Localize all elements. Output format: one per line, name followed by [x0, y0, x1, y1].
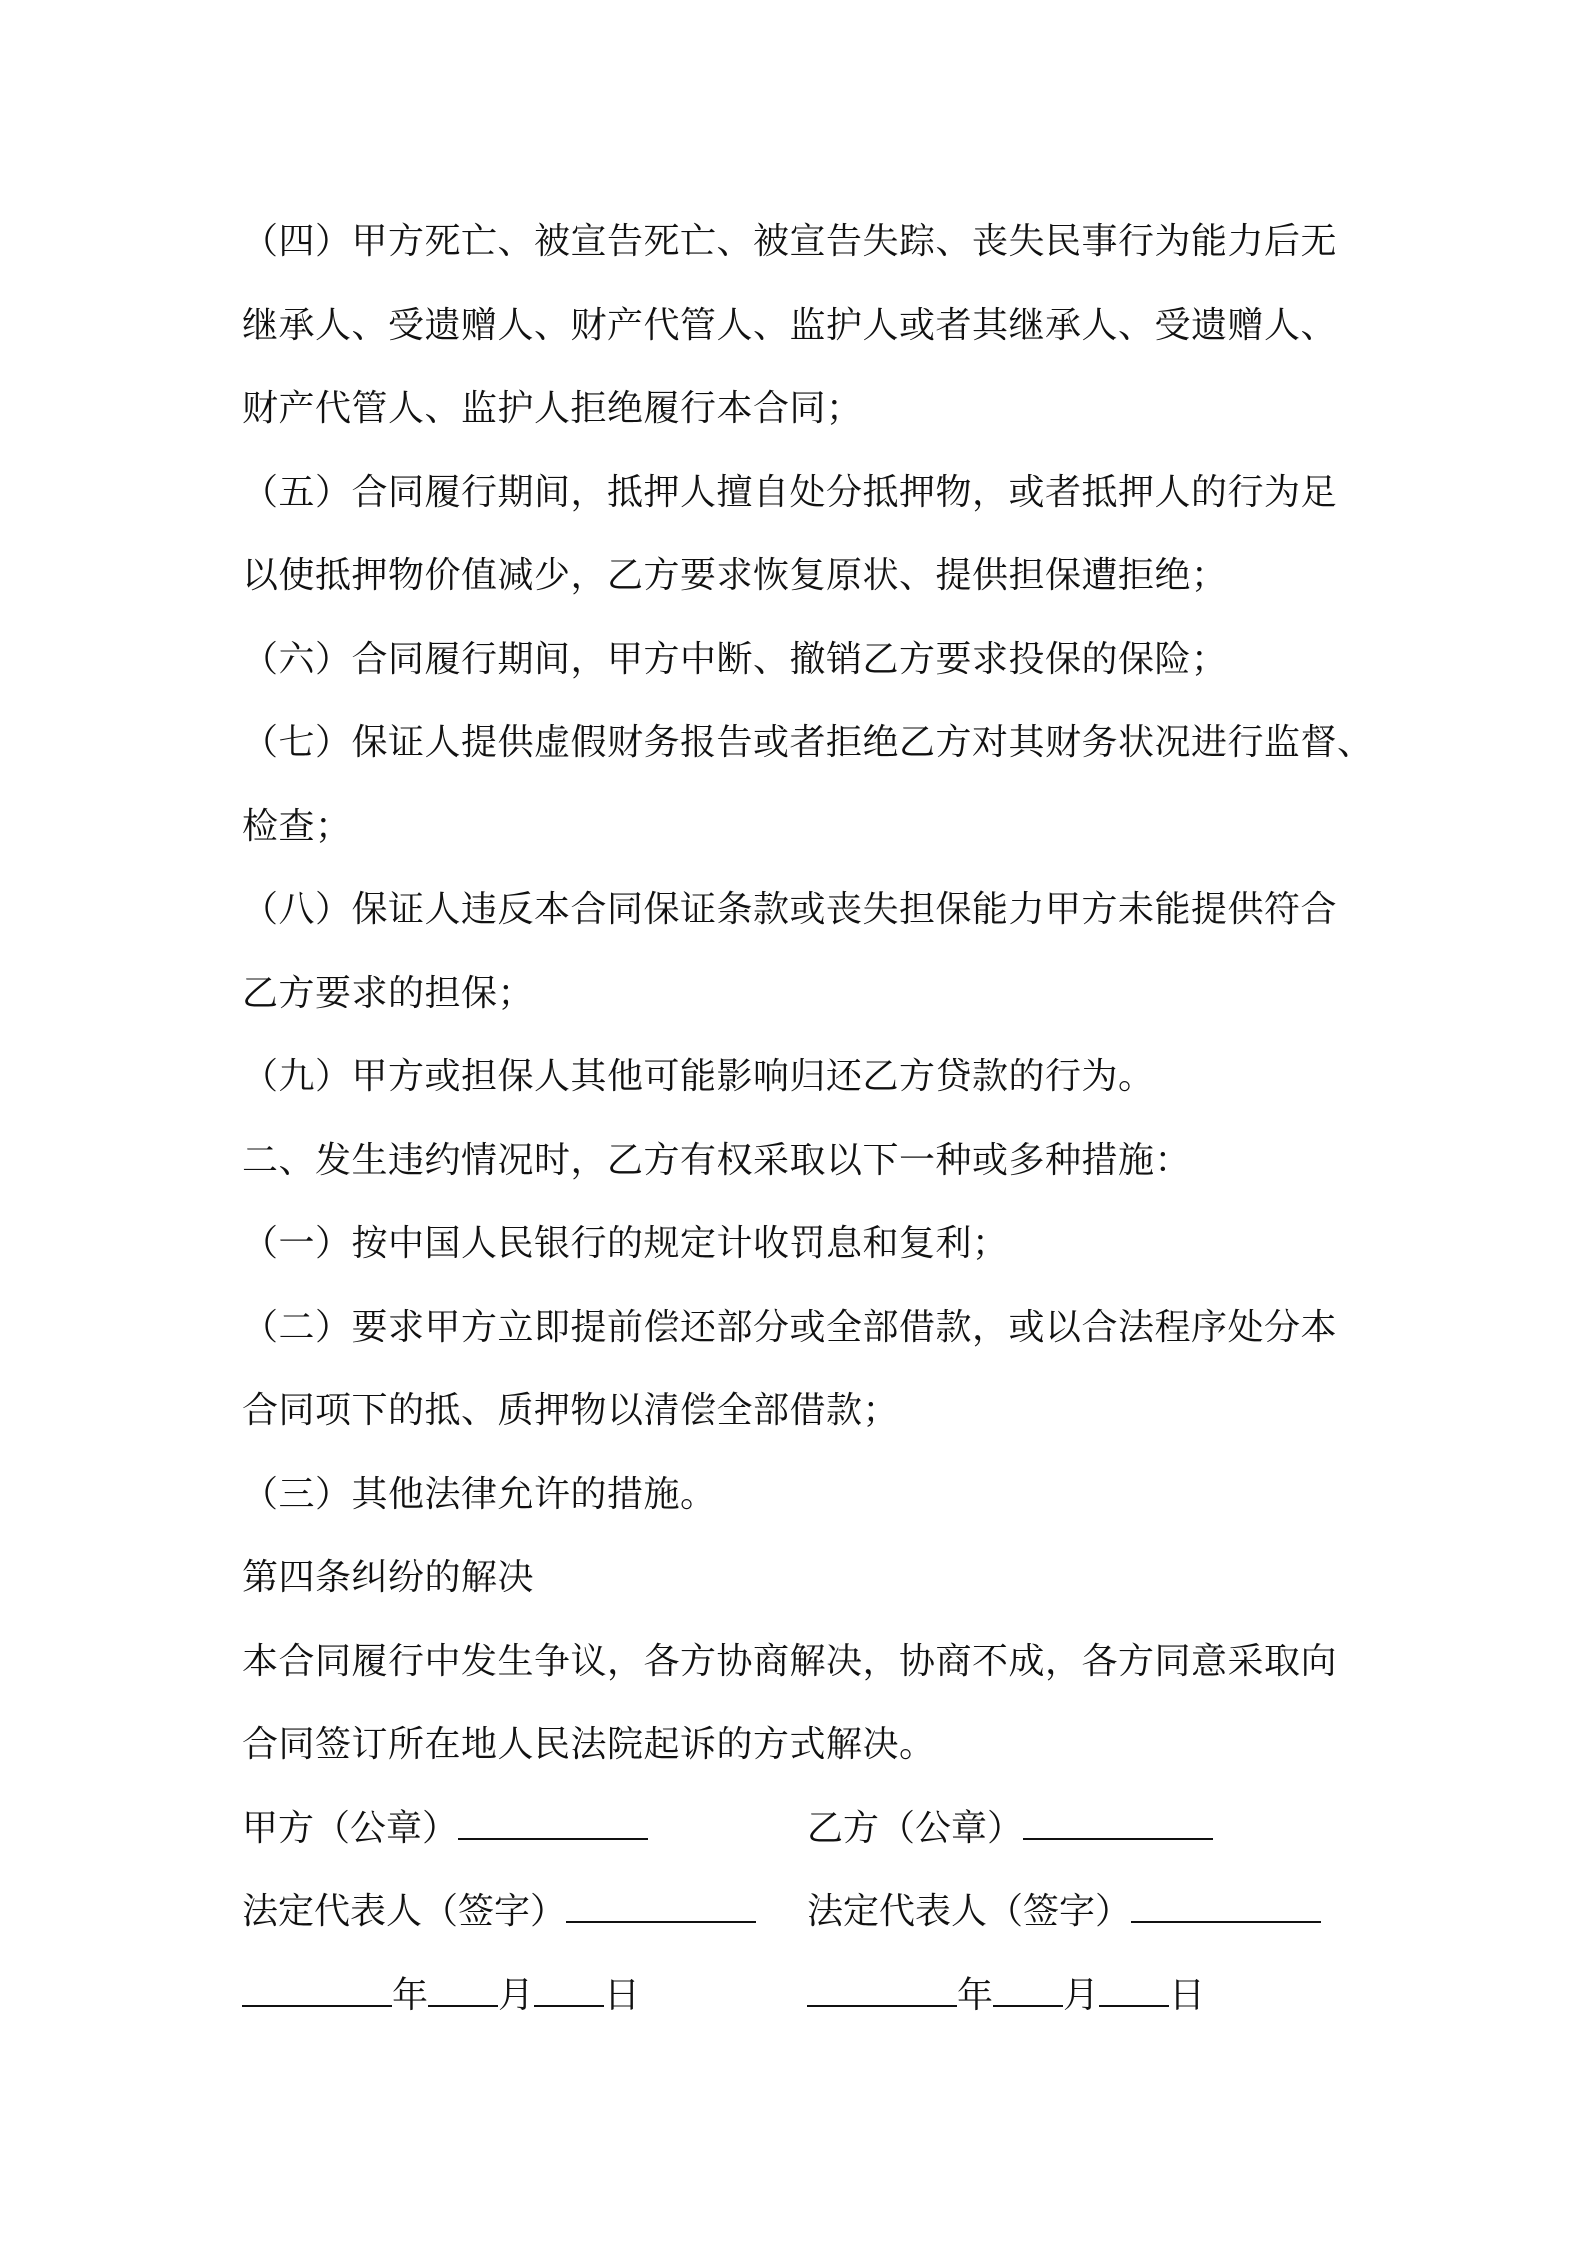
clause-9-line-1: （九）甲方或担保人其他可能影响归还乙方贷款的行为。 — [242, 1056, 1155, 1097]
party-b-month-label: 月 — [1063, 1974, 1100, 2016]
clause-4-line-1: （四）甲方死亡、被宣告死亡、被宣告失踪、丧失民事行为能力后无 — [242, 221, 1338, 262]
measure-2-line-1: （二）要求甲方立即提前偿还部分或全部借款，或以合法程序处分本 — [242, 1306, 1338, 1348]
clause-7-line-2: 检查； — [242, 805, 352, 847]
party-b-year-label: 年 — [957, 1974, 994, 2016]
party-a-seal-blank — [458, 1808, 648, 1840]
clause-4-line-3: 财产代管人、监护人拒绝履行本合同； — [242, 388, 863, 429]
party-b-month-blank — [993, 1975, 1063, 2007]
dispute-line-1: 本合同履行中发生争议，各方协商解决，协商不成，各方同意采取向 — [242, 1640, 1338, 1682]
party-a-day-blank — [534, 1975, 604, 2007]
party-b-representative — [807, 1870, 1372, 1954]
clause-5-line-1: （五）合同履行期间，抵押人擅自处分抵押物，或者抵押人的行为足 — [242, 471, 1338, 513]
party-b-date — [807, 1954, 1372, 2038]
party-b-year-blank — [807, 1975, 957, 2007]
representative-row — [242, 1870, 1372, 1954]
party-a-seal — [242, 1787, 807, 1871]
party-b-day-blank — [1099, 1975, 1169, 2007]
party-b-seal-label: 乙方（公章） — [807, 1807, 1024, 1849]
party-a-date — [242, 1954, 807, 2038]
party-b-seal — [807, 1787, 1372, 1871]
party-a-month-blank — [428, 1975, 498, 2007]
party-a-day-label: 日 — [604, 1974, 641, 2016]
article-4-heading: 第四条纠纷的解决 — [242, 1557, 535, 1598]
measure-3-line-1: （三）其他法律允许的措施。 — [242, 1473, 717, 1515]
party-a-rep-label: 法定代表人（签字） — [242, 1891, 567, 1932]
party-b-day-label: 日 — [1169, 1974, 1206, 2016]
party-a-year-label: 年 — [392, 1974, 429, 2016]
clause-8-line-1: （八）保证人违反本合同保证条款或丧失担保能力甲方未能提供符合 — [242, 889, 1338, 930]
party-a-rep-blank — [566, 1891, 756, 1923]
clause-8-line-2: 乙方要求的担保； — [242, 972, 535, 1014]
clause-4-line-2: 继承人、受遗赠人、财产代管人、监护人或者其继承人、受遗赠人、 — [242, 304, 1338, 346]
section-2-heading: 二、发生违约情况时，乙方有权采取以下一种或多种措施： — [242, 1139, 1192, 1181]
measure-1-line-1: （一）按中国人民银行的规定计收罚息和复利； — [242, 1223, 1009, 1264]
measure-2-line-2: 合同项下的抵、质押物以清偿全部借款； — [242, 1390, 900, 1431]
party-b-seal-blank — [1023, 1808, 1213, 1840]
date-row — [242, 1954, 1372, 2038]
clause-7-line-1: （七）保证人提供虚假财务报告或者拒绝乙方对其财务状况进行监督、 — [242, 722, 1374, 763]
party-b-rep-label: 法定代表人（签字） — [807, 1891, 1132, 1932]
seal-row — [242, 1787, 1372, 1871]
dispute-line-2: 合同签订所在地人民法院起诉的方式解决。 — [242, 1724, 936, 1765]
clause-5-line-2: 以使抵押物价值减少，乙方要求恢复原状、提供担保遭拒绝； — [242, 555, 1228, 596]
party-b-rep-blank — [1131, 1891, 1321, 1923]
party-a-seal-label: 甲方（公章） — [242, 1807, 459, 1849]
clause-6-line-1: （六）合同履行期间，甲方中断、撤销乙方要求投保的保险； — [242, 638, 1228, 680]
party-a-year-blank — [242, 1975, 392, 2007]
party-a-month-label: 月 — [498, 1974, 535, 2016]
party-a-representative — [242, 1870, 807, 1954]
contract-body — [242, 200, 1372, 2037]
